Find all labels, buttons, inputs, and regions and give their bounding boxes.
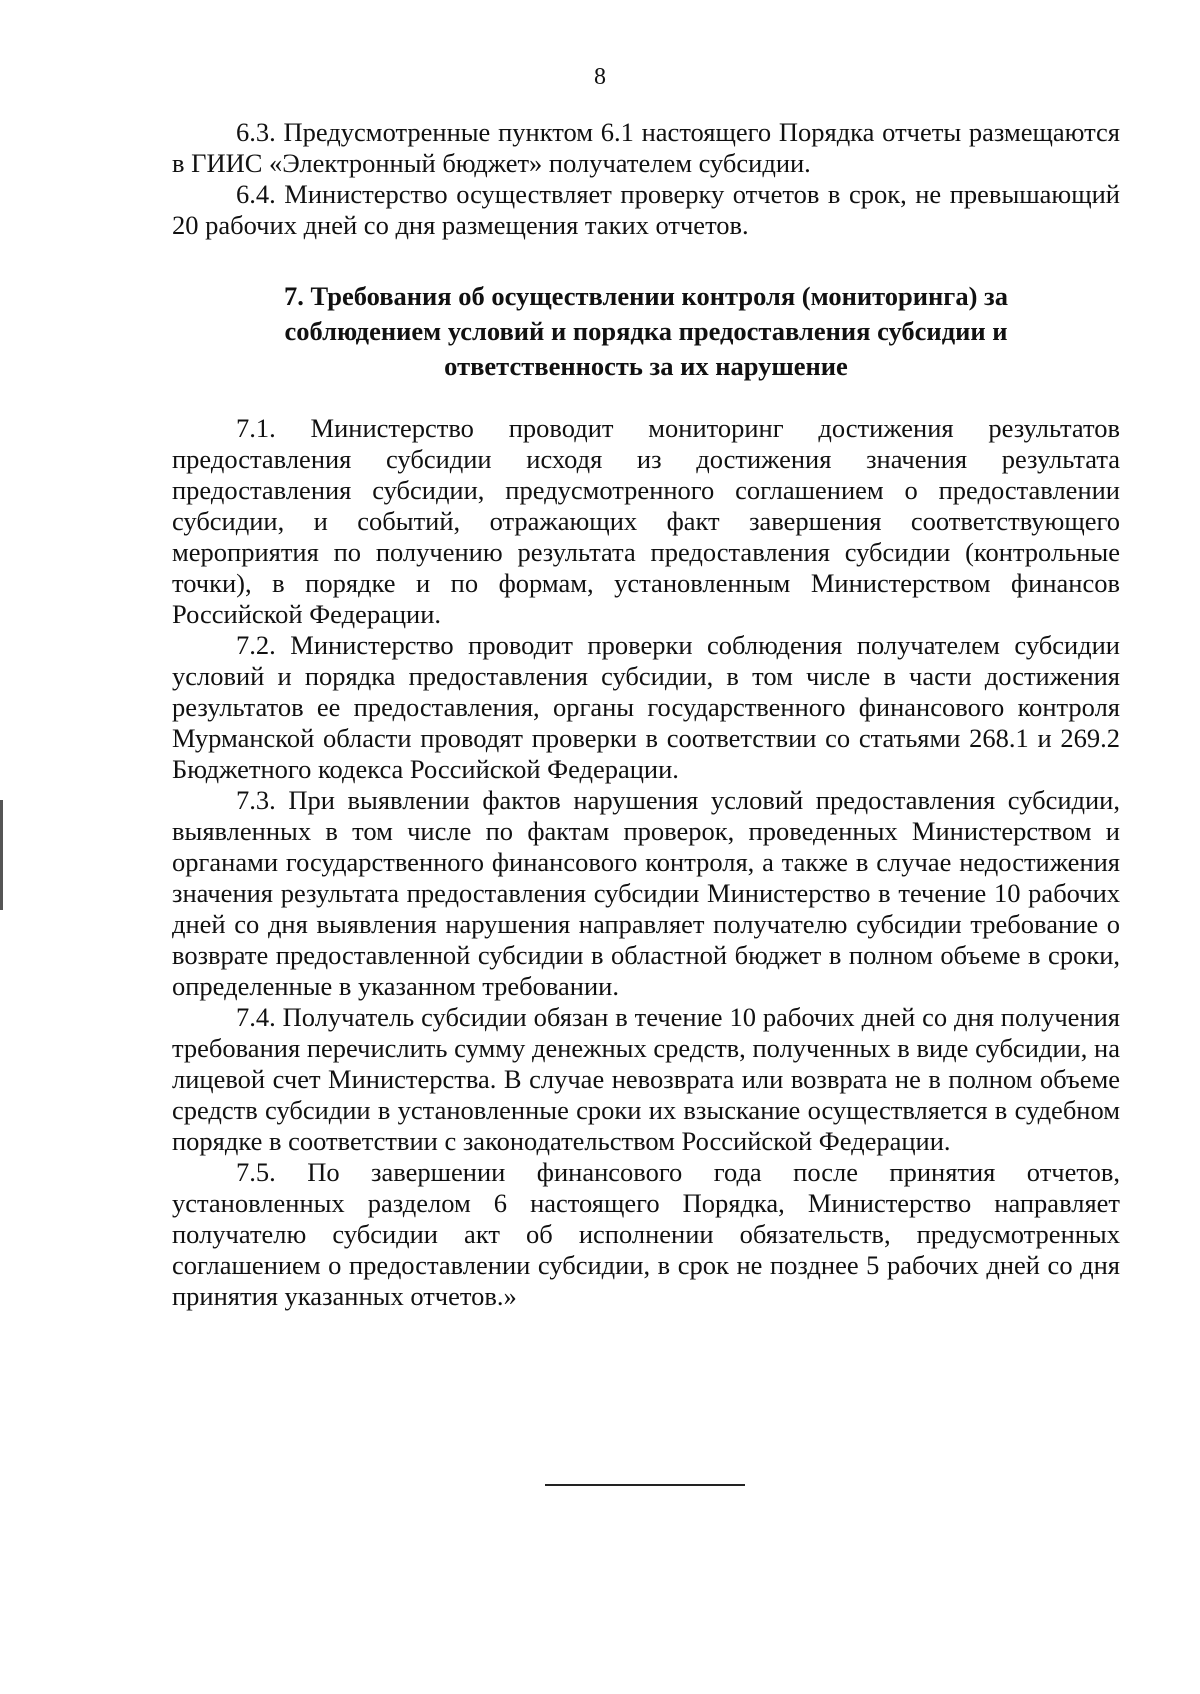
end-of-document-rule bbox=[545, 1484, 745, 1486]
paragraph-7-3: 7.3. При выявлении фактов нарушения условий предоставления субсидии, выявленных в том числе по фактам проверок, проведенных Министерством и органами государственного финансового контроля, а также в случае недостижения значения результата предоставления субсидии Министерство в течение 10 рабочих дней со дня выявления нарушения направляет получателю субсидии требование о возврате предоставленной субсидии в областной бюджет в полном объеме в сроки, определенные в указанном требовании. bbox=[172, 785, 1120, 1001]
paragraph-6-3: 6.3. Предусмотренные пунктом 6.1 настоящего Порядка отчеты размещаются в ГИИС «Электронный бюджет» получателем субсидии. bbox=[172, 117, 1120, 178]
paragraph-7-5: 7.5. По завершении финансового года после принятия отчетов, установленных разделом 6 настоящего Порядка, Министерство направляет получателю субсидии акт об исполнении обязательств, предусмотренных соглашением о предоставлении субсидии, в срок не позднее 5 рабочих дней со дня принятия указанных отчетов.» bbox=[172, 1157, 1120, 1311]
paragraph-7-2: 7.2. Министерство проводит проверки соблюдения получателем субсидии условий и порядка предоставления субсидии, в том числе в части достижения результатов ее предоставления, органы государственного финансового контроля Мурманской области проводят проверки в соответствии со статьями 268.1 и 269.2 Бюджетного кодекса Российской Федерации. bbox=[172, 630, 1120, 784]
paragraph-7-1: 7.1. Министерство проводит мониторинг достижения результатов предоставления субсидии исходя из достижения значения результата предоставления субсидии, предусмотренного соглашением о предоставлении субсидии, и событий, отражающих факт завершения соответствующего мероприятия по получению результата предоставления субсидии (контрольные точки), в порядке и по формам, установленным Министерством финансов Российской Федерации. bbox=[172, 413, 1120, 629]
heading-line: соблюдением условий и порядка предоставления субсидии и bbox=[284, 316, 1008, 346]
section-6-text bbox=[172, 117, 1120, 241]
heading-line: 7. Требования об осуществлении контроля (мониторинга) за bbox=[284, 281, 1008, 311]
page-number: 8 bbox=[594, 64, 606, 90]
paragraph-6-4: 6.4. Министерство осуществляет проверку отчетов в срок, не превышающий 20 рабочих дней со дня размещения таких отчетов. bbox=[172, 179, 1120, 240]
section-7-text bbox=[172, 413, 1120, 1312]
paragraph-7-4: 7.4. Получатель субсидии обязан в течение 10 рабочих дней со дня получения требования перечислить сумму денежных средств, полученных в виде субсидии, на лицевой счет Министерства. В случае невозврата или возврата не в полном объеме средств субсидии в установленные сроки их взыскание осуществляется в судебном порядке в соответствии с законодательством Российской Федерации. bbox=[172, 1002, 1120, 1156]
scan-margin-mark bbox=[0, 800, 3, 910]
section-7-heading bbox=[172, 279, 1120, 384]
heading-line: ответственность за их нарушение bbox=[444, 351, 848, 381]
